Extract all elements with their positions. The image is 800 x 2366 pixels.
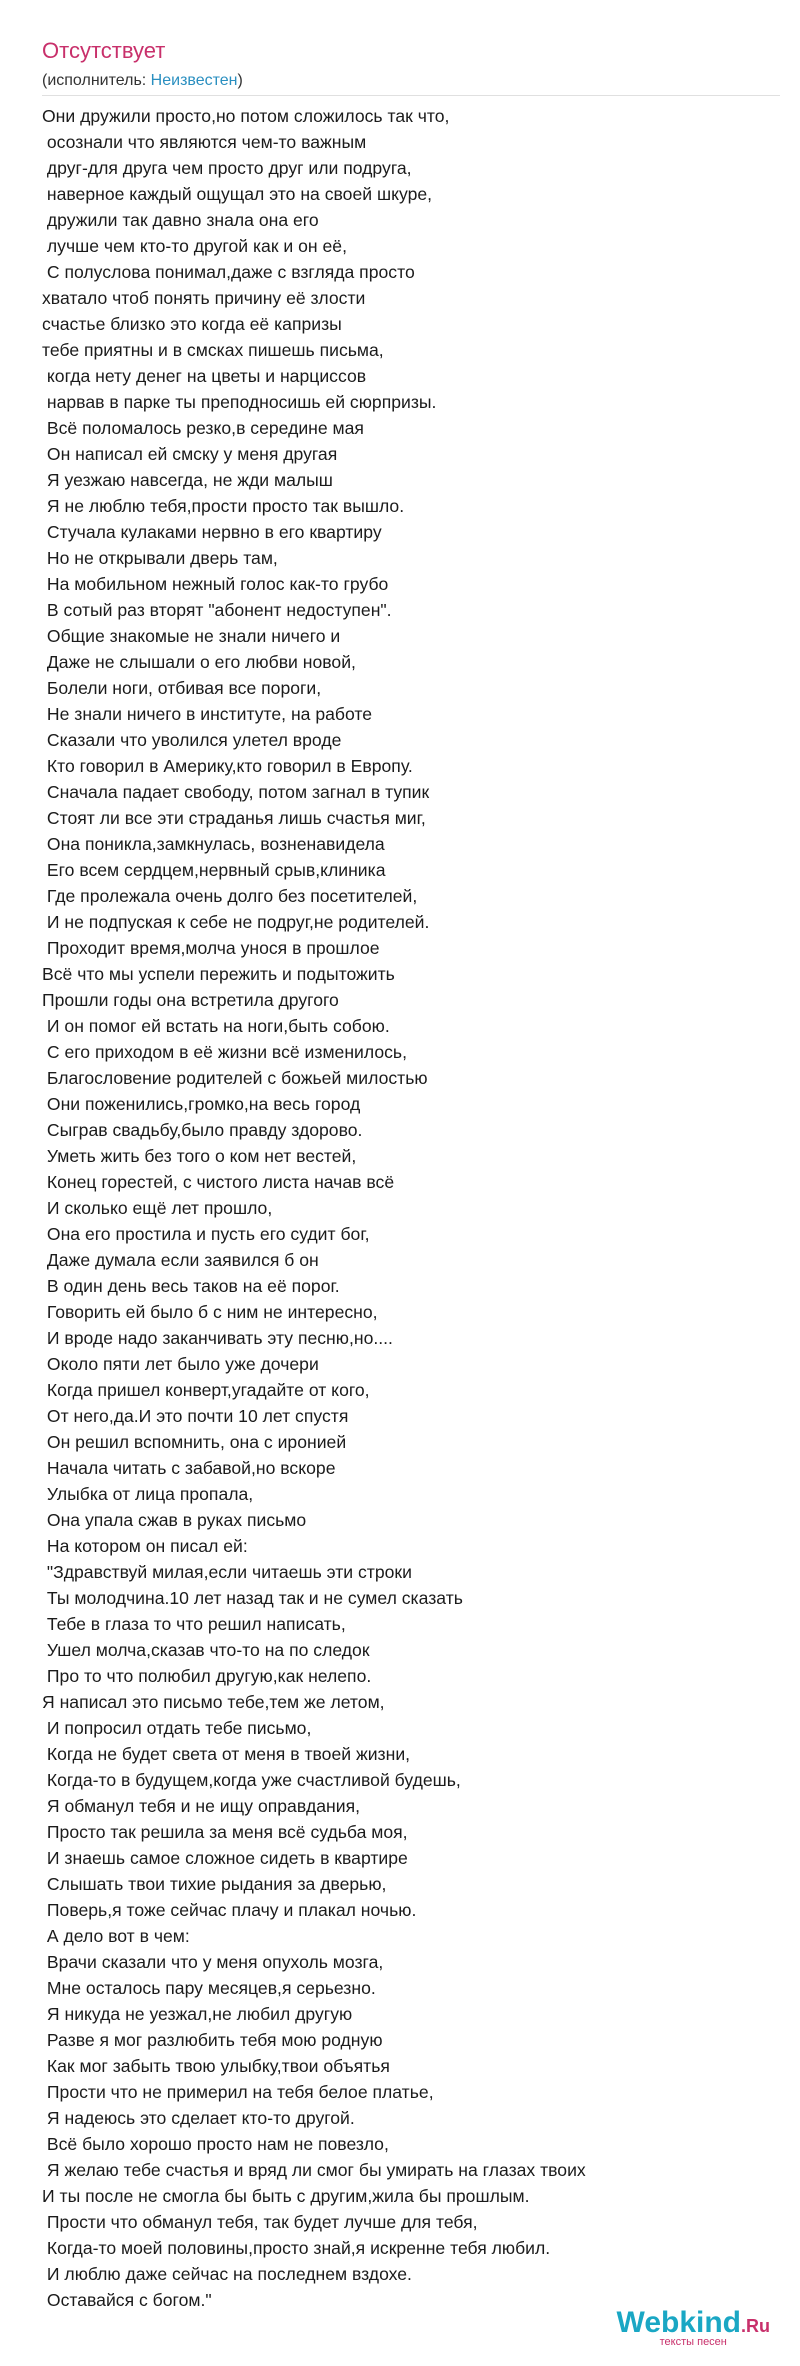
lyric-line: Я никуда не уезжал,не любил другую [42,2004,353,2024]
lyric-line: "Здравствуй милая,если читаешь эти строки [42,1562,412,1582]
lyric-line: Сыграв свадьбу,было правду здорово. [42,1120,363,1140]
lyric-line: Они поженились,громко,на весь город [42,1094,361,1114]
lyric-line: И попросил отдать тебе письмо, [42,1718,312,1738]
lyric-line: друг-для друга чем просто друг или подруга, [42,158,412,178]
header-divider [42,95,780,96]
lyric-line: Стучала кулаками нервно в его квартиру [42,522,382,542]
lyric-line: Оставайся с богом." [42,2290,212,2310]
lyric-line: Когда пришел конверт,угадайте от кого, [42,1380,370,1400]
lyric-line: Она его простила и пусть его судит бог, [42,1224,370,1244]
lyric-line: Разве я мог разлюбить тебя мою родную [42,2030,383,2050]
lyrics-text [42,103,586,2313]
lyric-line: Она поникла,замкнулась, возненавидела [42,834,385,854]
lyric-line: На мобильном нежный голос как-то грубо [42,574,389,594]
lyric-line: Врачи сказали что у меня опухоль мозга, [42,1952,384,1972]
lyric-line: Я уезжаю навсегда, не жди малыш [42,470,333,490]
lyric-line: И вроде надо заканчивать эту песню,но.... [42,1328,393,1348]
lyric-line: На котором он писал ей: [42,1536,248,1556]
lyric-line: Сказали что уволился улетел вроде [42,730,342,750]
lyric-line: Я надеюсь это сделает кто-то другой. [42,2108,355,2128]
lyric-line: Просто так решила за меня всё судьба моя, [42,1822,408,1842]
lyric-line: Он решил вспомнить, она с иронией [42,1432,347,1452]
song-title: Отсутствует [42,38,166,63]
lyric-line: Ушел молча,сказав что-то на по следок [42,1640,370,1660]
lyric-line: Проходит время,молча унося в прошлое [42,938,380,958]
lyric-line: Поверь,я тоже сейчас плачу и плакал ночью. [42,1900,417,1920]
lyric-line: Даже думала если заявился б он [42,1250,319,1270]
lyric-line: когда нету денег на цветы и нарциссов [42,366,367,386]
lyric-line: Улыбка от лица пропала, [42,1484,254,1504]
artist-line [42,72,243,90]
lyric-line: Конец горестей, с чистого листа начав всё [42,1172,395,1192]
lyric-line: Сначала падает свободу, потом загнал в тупик [42,782,430,802]
lyric-line: Где пролежала очень долго без посетителей, [42,886,418,906]
lyric-line: Всё поломалось резко,в середине мая [42,418,364,438]
lyric-line: Начала читать с забавой,но вскоре [42,1458,336,1478]
lyric-line: Кто говорил в Америку,кто говорил в Европу. [42,756,413,776]
lyric-line: Он написал ей смску у меня другая [42,444,338,464]
lyric-line: осознали что являются чем-то важным [42,132,367,152]
lyric-line: Всё было хорошо просто нам не повезло, [42,2134,389,2154]
site-logo[interactable] [617,2306,770,2348]
lyric-line: Прошли годы она встретила другого [42,990,339,1010]
logo-name: Webkind [616,2306,741,2339]
lyric-line: С полуслова понимал,даже с взгляда просто [42,262,415,282]
lyric-line: Ты молодчина.10 лет назад так и не сумел сказать [42,1588,463,1608]
artist-prefix: (исполнитель: [42,72,151,89]
lyric-line: хватало чтоб понять причину её злости [42,288,366,308]
lyric-line: И он помог ей встать на ноги,быть собою. [42,1016,390,1036]
artist-link[interactable]: Неизвестен [150,72,238,89]
lyric-line: Они дружили просто,но потом сложилось так что, [42,106,450,126]
lyric-line: счастье близко это когда её капризы [42,314,342,334]
lyric-line: Когда не будет света от меня в твоей жизни, [42,1744,411,1764]
logo-wordmark [617,2306,770,2340]
logo-tld: .Ru [741,2316,770,2336]
lyric-line: Прости что не примерил на тебя белое платье, [42,2082,434,2102]
lyric-line: Его всем сердцем,нервный срыв,клиника [42,860,386,880]
lyric-line: Прости что обманул тебя, так будет лучше для тебя, [42,2212,478,2232]
lyric-line: Слышать твои тихие рыдания за дверью, [42,1874,387,1894]
lyric-line: Даже не слышали о его любви новой, [42,652,356,672]
lyric-line: И знаешь самое сложное сидеть в квартире [42,1848,408,1868]
lyric-line: Когда-то в будущем,когда уже счастливой будешь, [42,1770,461,1790]
lyric-line: Когда-то моей половины,просто знай,я искренне тебя любил. [42,2238,551,2258]
lyric-line: дружили так давно знала она его [42,210,319,230]
lyric-line: Я желаю тебе счастья и вряд ли смог бы умирать на глазах твоих [42,2160,586,2180]
lyric-line: Благословение родителей с божьей милостью [42,1068,428,1088]
lyric-line: Про то что полюбил другую,как нелепо. [42,1666,372,1686]
lyric-line: В сотый раз вторят "абонент недоступен". [42,600,392,620]
lyric-line: Мне осталось пару месяцев,я серьезно. [42,1978,376,1998]
lyric-line: Всё что мы успели пережить и подытожить [42,964,395,984]
lyric-line: Около пяти лет было уже дочери [42,1354,319,1374]
lyric-line: Я обманул тебя и не ищу оправдания, [42,1796,361,1816]
lyric-line: Стоят ли все эти страданья лишь счастья миг, [42,808,426,828]
lyric-line: Тебе в глаза то что решил написать, [42,1614,346,1634]
lyric-line: Я не люблю тебя,прости просто так вышло. [42,496,405,516]
lyric-line: Говорить ей было б с ним не интересно, [42,1302,378,1322]
lyric-line: Как мог забыть твою улыбку,твои объятья [42,2056,390,2076]
lyric-line: Но не открывали дверь там, [42,548,278,568]
lyric-line: наверное каждый ощущал это на своей шкуре, [42,184,433,204]
artist-suffix: ) [237,72,243,89]
lyric-line: тебе приятны и в смсках пишешь письма, [42,340,384,360]
lyric-line: В один день весь таков на её порог. [42,1276,340,1296]
logo-tagline: тексты песен [659,2336,727,2348]
lyric-line: Болели ноги, отбивая все пороги, [42,678,322,698]
lyric-line: Не знали ничего в институте, на работе [42,704,373,724]
lyric-line: И сколько ещё лет прошло, [42,1198,273,1218]
lyric-line: нарвав в парке ты преподносишь ей сюрпризы. [42,392,437,412]
lyric-line: С его приходом в её жизни всё изменилось, [42,1042,407,1062]
lyric-line: Уметь жить без того о ком нет вестей, [42,1146,357,1166]
lyric-line: От него,да.И это почти 10 лет спустя [42,1406,349,1426]
lyric-line: Я написал это письмо тебе,тем же летом, [42,1692,385,1712]
lyric-line: А дело вот в чем: [42,1926,190,1946]
lyric-line: И ты после не смогла бы быть с другим,жила бы прошлым. [42,2186,530,2206]
lyric-line: лучше чем кто-то другой как и он её, [42,236,347,256]
lyric-line: Она упала сжав в руках письмо [42,1510,307,1530]
lyric-line: И люблю даже сейчас на последнем вздохе. [42,2264,412,2284]
lyric-line: И не подпуская к себе не подруг,не родителей. [42,912,430,932]
lyric-line: Общие знакомые не знали ничего и [42,626,341,646]
